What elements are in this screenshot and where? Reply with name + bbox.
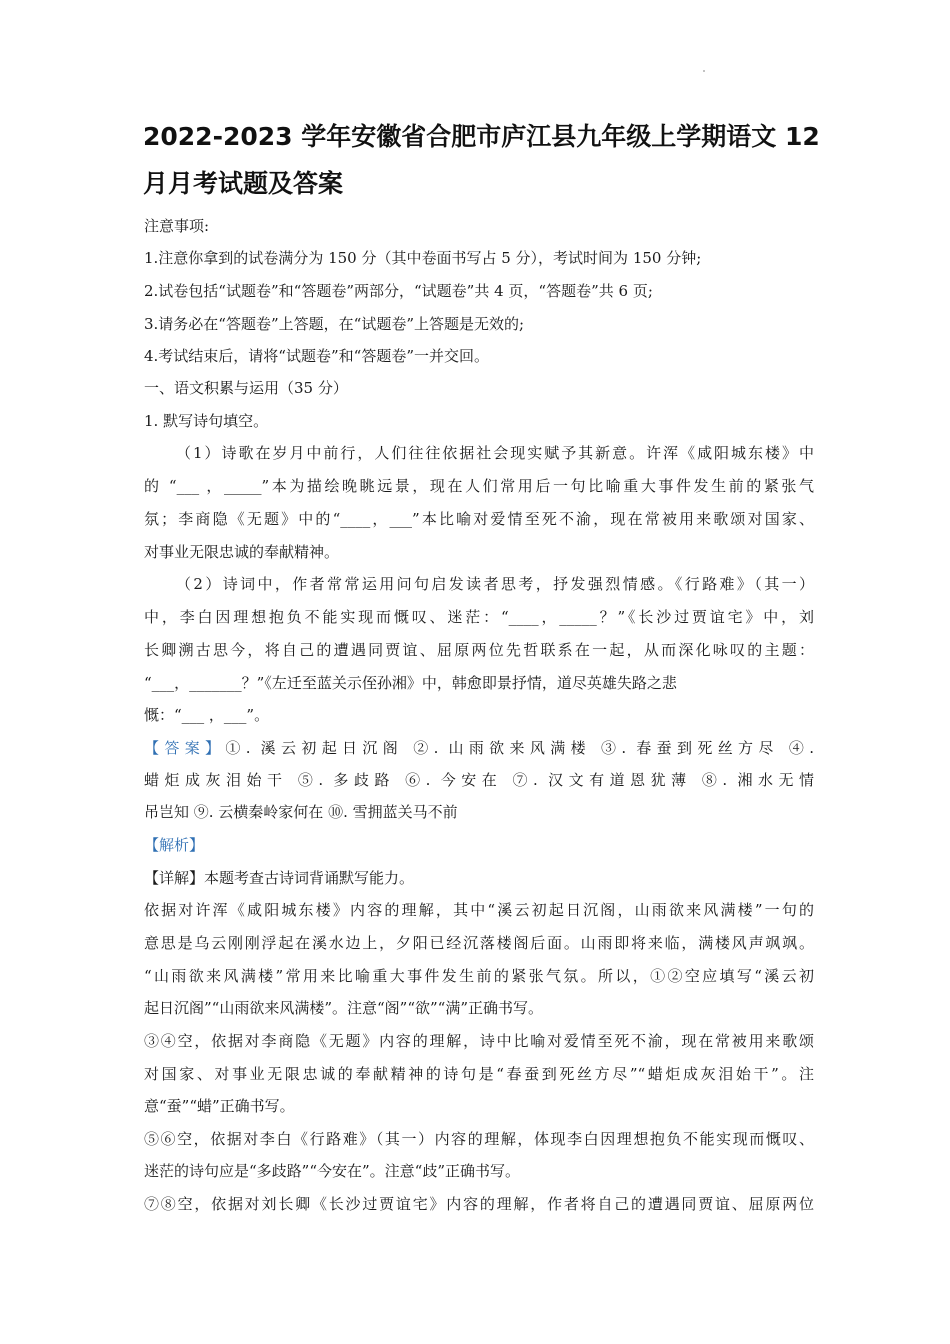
page-title: [143, 113, 823, 207]
question-stem: 1. 默写诗句填空。: [144, 412, 269, 430]
analysis-line-1: 依据对许浑《咸阳城东楼》内容的理解，其中“溪云初起日沉阁，山雨欲来风满楼”一句的: [144, 901, 814, 919]
analysis-line-7: 意“蚕”“蜡”正确书写。: [144, 1097, 295, 1115]
notes-heading: 注意事项:: [144, 217, 210, 235]
q1-p1-line-3: 氛；李商隐《无题》中的“____，___”本比喻对爱情至死不渝，现在常被用来歌颂对国家、: [144, 510, 814, 528]
analysis-line-6: 对国家、对事业无限忠诚的奉献精神的诗句是“春蚕到死丝方尽”“蜡炬成灰泪始干”。注: [144, 1065, 814, 1083]
answer-tag: 【答案】: [144, 739, 226, 757]
note-item-3: 3.请务必在“答题卷”上答题，在“试题卷”上答题是无效的;: [144, 315, 525, 333]
title-line-2: 月月考试题及答案: [143, 169, 344, 198]
title-line-1: 2022-2023 学年安徽省合肥市庐江县九年级上学期语文 12: [143, 122, 820, 151]
detail-line: [144, 867, 814, 889]
analysis-line-2: 意思是乌云刚刚浮起在溪水边上，夕阳已经沉落楼阁后面。山雨即将来临，满楼风声飒飒。: [144, 934, 814, 952]
analysis-line-8: ⑤⑥空，依据对李白《行路难》（其一）内容的理解，体现李白因理想抱负不能实现而慨叹、: [144, 1130, 814, 1148]
scan-dot: [703, 70, 705, 72]
q1-p1-line-4: 对事业无限忠诚的奉献精神。: [144, 543, 340, 561]
answer-line-3: 吊岂知 ⑨. 云横秦岭家何在 ⑩. 雪拥蓝关马不前: [144, 803, 458, 821]
analysis-tag: 【解析】: [144, 836, 205, 854]
analysis-line-3: “山雨欲来风满楼”常用来比喻重大事件发生前的紧张气氛。所以，①②空应填写“溪云初: [144, 967, 814, 985]
q1-p2-line-4: “___，_______？”《左迁至蓝关示侄孙湘》中，韩愈即景抒情，道尽英雄失路之悲: [144, 674, 677, 692]
q1-p2-line-3: 长卿溯古思今，将自己的遭遇同贾谊、屈原两位先哲联系在一起，从而深化咏叹的主题：: [144, 641, 814, 659]
answer-line-1: [144, 737, 814, 759]
q1-p2-line-5: 慨：“___ ，___”。: [144, 706, 270, 724]
q1-p1-line-2: 的 “___ ，_____”本为描绘晚眺远景，现在人们常用后一句比喻重大事件发生前的紧张气: [144, 477, 814, 495]
answer-line-2: 蜡炬成灰泪始干 ⑤. 多歧路 ⑥. 今安在 ⑦. 汉文有道恩犹薄 ⑧. 湘水无情: [144, 771, 814, 789]
section-heading: 一、语文积累与运用（35 分）: [144, 379, 348, 397]
q1-p2-line-1: （2）诗词中，作者常常运用问句启发读者思考，抒发强烈情感。《行路难》（其一）: [176, 575, 814, 593]
analysis-line-4: 起日沉阁”“山雨欲来风满楼”。注意“阁”“欲”“满”正确书写。: [144, 999, 544, 1017]
detail-tag: 【详解】: [144, 869, 205, 887]
note-item-4: 4.考试结束后，请将“试题卷”和“答题卷”一并交回。: [144, 347, 489, 365]
note-item-1: 1.注意你拿到的试卷满分为 150 分（其中卷面书写占 5 分），考试时间为 150 分钟;: [144, 249, 702, 267]
note-item-2: 2.试卷包括“试题卷”和“答题卷”两部分，“试题卷”共 4 页，“答题卷”共 6 页;: [144, 282, 653, 300]
analysis-line-9: 迷茫的诗句应是“多歧路”“今安在”。注意“歧”正确书写。: [144, 1162, 521, 1180]
answer-text-1: ①. 溪云初起日沉阁 ②. 山雨欲来风满楼 ③. 春蚕到死丝方尽 ④.: [225, 739, 814, 757]
q1-p2-line-2: 中，李白因理想抱负不能实现而慨叹、迷茫：“____，_____？”《长沙过贾谊宅》中，刘: [144, 608, 814, 626]
detail-text: 本题考查古诗词背诵默写能力。: [204, 869, 415, 887]
analysis-line-5: ③④空，依据对李商隐《无题》内容的理解，诗中比喻对爱情至死不渝，现在常被用来歌颂: [144, 1032, 814, 1050]
analysis-line-10: ⑦⑧空，依据对刘长卿《长沙过贾谊宅》内容的理解，作者将自己的遭遇同贾谊、屈原两位: [144, 1195, 814, 1213]
q1-p1-line-1: （1）诗歌在岁月中前行，人们往往依据社会现实赋予其新意。许浑《咸阳城东楼》中: [176, 444, 814, 462]
